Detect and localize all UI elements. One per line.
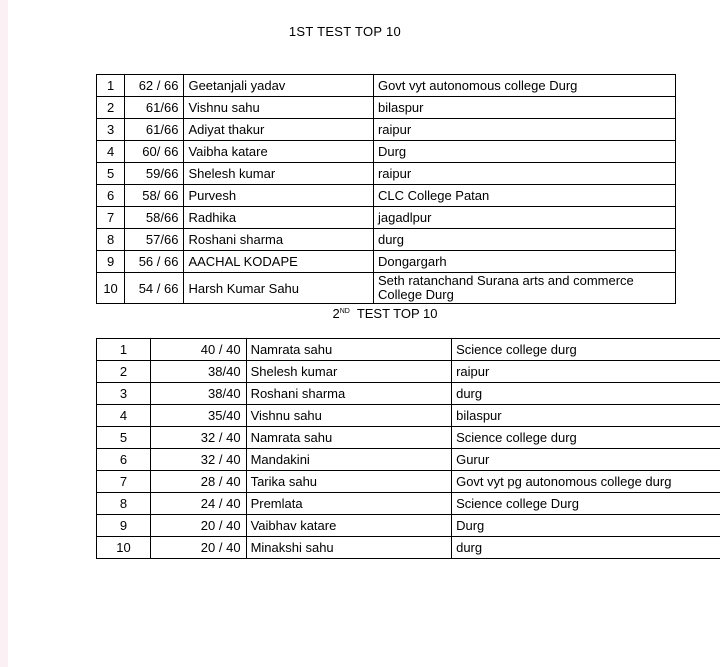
name-cell: Minakshi sahu [246,537,452,559]
place-cell: durg [373,229,675,251]
score-cell: 56 / 66 [125,251,184,273]
place-cell: Govt vyt pg autonomous college durg [452,471,720,493]
score-cell: 57/66 [125,229,184,251]
place-cell: Science college durg [452,339,720,361]
score-cell: 32 / 40 [150,427,246,449]
place-cell: Dongargarh [373,251,675,273]
rank-cell: 9 [97,251,125,273]
place-cell: Science college durg [452,427,720,449]
name-cell: Harsh Kumar Sahu [184,273,374,304]
place-cell: durg [452,537,720,559]
name-cell: Roshani sharma [246,383,452,405]
score-cell: 62 / 66 [125,75,184,97]
table-row [97,339,720,361]
score-cell: 20 / 40 [150,515,246,537]
name-cell: Namrata sahu [246,427,452,449]
name-cell: Vishnu sahu [184,97,374,119]
place-cell: bilaspur [452,405,720,427]
table-row [97,361,720,383]
rank-cell: 7 [97,207,125,229]
test1-title: 1ST TEST TOP 10 [288,24,402,39]
score-cell: 60/ 66 [125,141,184,163]
place-cell: jagadlpur [373,207,675,229]
rank-cell: 1 [97,75,125,97]
table-row [97,405,720,427]
rank-cell: 2 [97,361,151,383]
score-cell: 32 / 40 [150,449,246,471]
rank-cell: 9 [97,515,151,537]
place-cell: Durg [452,515,720,537]
name-cell: Tarika sahu [246,471,452,493]
table-row [97,449,720,471]
score-cell: 58/66 [125,207,184,229]
score-cell: 58/ 66 [125,185,184,207]
table-row [97,537,720,559]
place-cell: Durg [373,141,675,163]
name-cell: Vaibha katare [184,141,374,163]
rank-cell: 3 [97,119,125,141]
rank-cell: 4 [97,141,125,163]
score-cell: 35/40 [150,405,246,427]
place-cell: raipur [373,119,675,141]
score-cell: 40 / 40 [150,339,246,361]
rank-cell: 10 [97,273,125,304]
score-cell: 24 / 40 [150,493,246,515]
name-cell: Purvesh [184,185,374,207]
score-cell: 61/66 [125,119,184,141]
table-row [97,251,676,273]
score-cell: 20 / 40 [150,537,246,559]
score-cell: 28 / 40 [150,471,246,493]
place-cell: durg [452,383,720,405]
name-cell: Vishnu sahu [246,405,452,427]
rank-cell: 8 [97,229,125,251]
table-row [97,515,720,537]
name-cell: Adiyat thakur [184,119,374,141]
table-row [97,141,676,163]
rank-cell: 10 [97,537,151,559]
score-cell: 59/66 [125,163,184,185]
score-cell: 54 / 66 [125,273,184,304]
name-cell: Mandakini [246,449,452,471]
rank-cell: 4 [97,405,151,427]
place-cell: CLC College Patan [373,185,675,207]
page-edge [0,0,8,667]
table-row [97,273,676,304]
place-cell: Gurur [452,449,720,471]
table-row [97,97,676,119]
name-cell: Shelesh kumar [246,361,452,383]
test2-title-number: 2 [332,306,340,321]
name-cell: Roshani sharma [184,229,374,251]
rank-cell: 8 [97,493,151,515]
name-cell: Premlata [246,493,452,515]
rank-cell: 3 [97,383,151,405]
test2-results-table [96,338,720,559]
name-cell: Radhika [184,207,374,229]
table-row [97,185,676,207]
score-cell: 38/40 [150,361,246,383]
table-row [97,229,676,251]
place-cell: raipur [452,361,720,383]
test2-title-text: TEST TOP 10 [349,306,438,321]
table-row [97,383,720,405]
name-cell: Namrata sahu [246,339,452,361]
name-cell: Vaibhav katare [246,515,452,537]
place-cell: Seth ratanchand Surana arts and commerce College Durg [373,273,675,304]
table-row [97,119,676,141]
place-cell: raipur [373,163,675,185]
place-cell: bilaspur [373,97,675,119]
rank-cell: 1 [97,339,151,361]
table-row [97,471,720,493]
test2-title-ordinal: ND [339,308,350,315]
table-row [97,207,676,229]
table-row [97,493,720,515]
rank-cell: 6 [97,449,151,471]
rank-cell: 7 [97,471,151,493]
table-row [97,163,676,185]
test1-results-table [96,74,676,304]
name-cell: AACHAL KODAPE [184,251,374,273]
place-cell: Science college Durg [452,493,720,515]
table-row [97,75,676,97]
rank-cell: 5 [97,163,125,185]
place-cell: Govt vyt autonomous college Durg [373,75,675,97]
rank-cell: 5 [97,427,151,449]
table-row [97,427,720,449]
test2-title [0,306,720,321]
score-cell: 38/40 [150,383,246,405]
rank-cell: 6 [97,185,125,207]
rank-cell: 2 [97,97,125,119]
name-cell: Geetanjali yadav [184,75,374,97]
score-cell: 61/66 [125,97,184,119]
name-cell: Shelesh kumar [184,163,374,185]
